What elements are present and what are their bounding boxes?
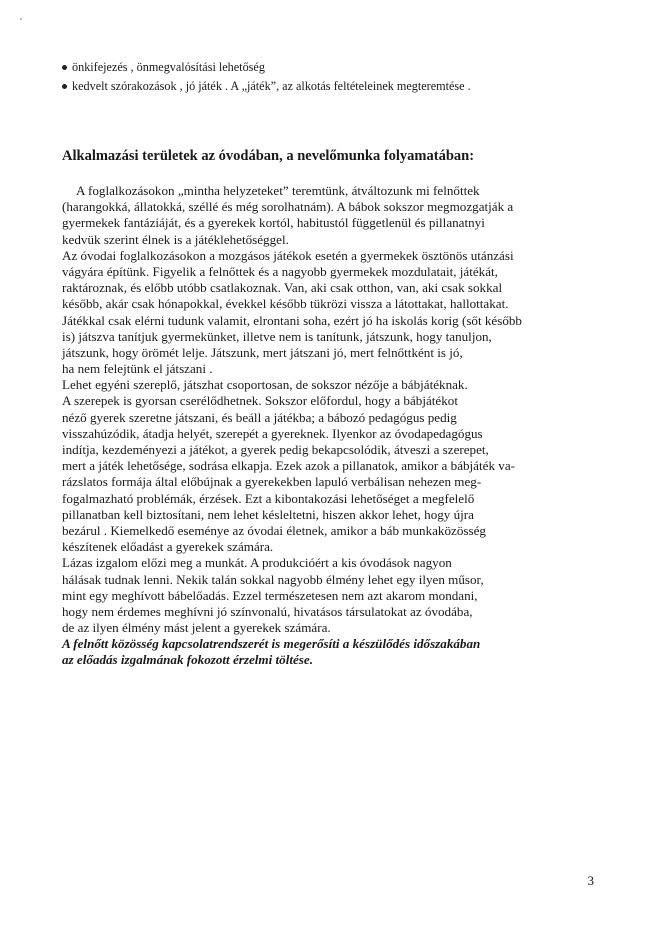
text-line: fogalmazható problémák, érzések. Ezt a kibontakozási lehetőséget a megfelelő	[62, 490, 475, 506]
text-line: is) játszva tanítjuk gyermekünket, illetve nem is tanítunk, játszunk, hogy tanuljon,	[62, 328, 492, 344]
emphasis-line: A felnőtt közösség kapcsolatrendszerét is megerősíti a készülődés időszakában	[62, 636, 481, 652]
text-line: vágyára építünk. Figyelik a felnőttek és a nagyobb gyermekek mozdulatait, játékát,	[62, 263, 498, 279]
bullet-text: önkifejezés , önmegvalósítási lehetőség	[72, 60, 265, 74]
text-line: visszahúzódik, átadja helyét, szerepét a gyereknek. Ilyenkor az óvodapedagógus	[62, 425, 483, 441]
text-line: pillanatban kell biztosítani, nem lehet késleltetni, hiszen akkor lehet, hogy újra	[62, 506, 474, 522]
scan-speck	[20, 18, 22, 20]
bullet-dot-icon	[62, 65, 67, 70]
bullet-list	[62, 58, 622, 96]
section-heading: Alkalmazási területek az óvodában, a nevelőmunka folyamatában:	[62, 148, 475, 164]
bullet-item	[62, 58, 622, 77]
text-line: Játékkal csak elérni tudunk valamit, elrontani soha, ezért jó ha iskolás korig (sőt később	[62, 312, 522, 328]
text-line: hálásak tudnak lenni. Nekik talán sokkal nagyobb élmény lehet egy ilyen műsor,	[62, 571, 484, 587]
body-text	[62, 183, 592, 669]
text-line: néző gyerek szeretne játszani, és beáll a játékba; a bábozó pedagógus pedig	[62, 409, 457, 425]
text-line: játszunk, hogy örömét lelje. Játszunk, mert játszani jó, mert felnőttként is jó,	[62, 344, 463, 360]
text-line: készítenek előadást a gyerekek számára.	[62, 539, 274, 555]
text-line: A foglalkozásokon „mintha helyzeteket” teremtünk, átváltozunk mi felnőttek	[76, 183, 480, 198]
text-line: raktároznak, és előbb utóbb csatlakoznak. Van, aki csak otthon, van, aki csak sokkal	[62, 280, 503, 296]
text-line: ha nem felejtünk el játszani .	[62, 361, 213, 377]
text-line: de az ilyen élmény mást jelent a gyerekek számára.	[62, 620, 331, 636]
page-number: 3	[587, 873, 594, 888]
text-line: gyermekek fantáziáját, és a gyerekek kortól, habitustól függetlenül és pillanatnyi	[62, 215, 485, 231]
text-line: Az óvodai foglalkozásokon a mozgásos játékok esetén a gyermekek ösztönös utánzási	[62, 247, 514, 263]
text-line: A szerepek is gyorsan cserélődhetnek. Sokszor előfordul, hogy a bábjátékot	[62, 393, 458, 409]
bullet-text: kedvelt szórakozások , jó játék . A „játék”, az alkotás feltételeinek megteremtése .	[72, 79, 471, 93]
bullet-item	[62, 77, 622, 96]
text-line: hogy nem érdemes meghívni jó színvonalú, hivatásos társulatokat az óvodába,	[62, 603, 473, 619]
text-line: mert a játék lehetősége, sodrása elkapja. Ezek azok a pillanatok, amikor a bábjáték va-	[62, 458, 515, 474]
text-line: Lehet egyéni szereplő, játszhat csoportosan, de sokszor nézője a bábjátéknak.	[62, 377, 468, 393]
text-line: indítja, kezdeményezi a játékot, a gyerek pedig bekapcsolódik, átveszi a szerepet,	[62, 442, 489, 457]
text-line: bezárul . Kiemelkedő eseménye az óvodai életnek, amikor a báb munkaközösség	[62, 522, 486, 538]
text-line: kedvük szerint élnek is a játéklehetőséggel.	[62, 231, 289, 247]
bullet-dot-icon	[62, 84, 67, 89]
text-line: Lázas izgalom előzi meg a munkát. A produkcióért a kis óvodások nagyon	[62, 555, 452, 571]
emphasis-line: az előadás izgalmának fokozott érzelmi töltése.	[62, 652, 313, 668]
text-line: mint egy meghívott bábelőadás. Ezzel természetesen nem azt akarom mondani,	[62, 587, 478, 603]
text-line: később, akár csak hónapokkal, évekkel később tükrözi vissza a látottakat, hallottakat.	[62, 296, 509, 312]
text-line: rázslatos formája által előbújnak a gyerekekben lapuló verbálisan nehezen meg-	[62, 474, 482, 490]
text-line: (harangokká, állatokká, széllé és még sorolhatnám). A bábok sokszor megmozgatják a	[62, 199, 514, 215]
